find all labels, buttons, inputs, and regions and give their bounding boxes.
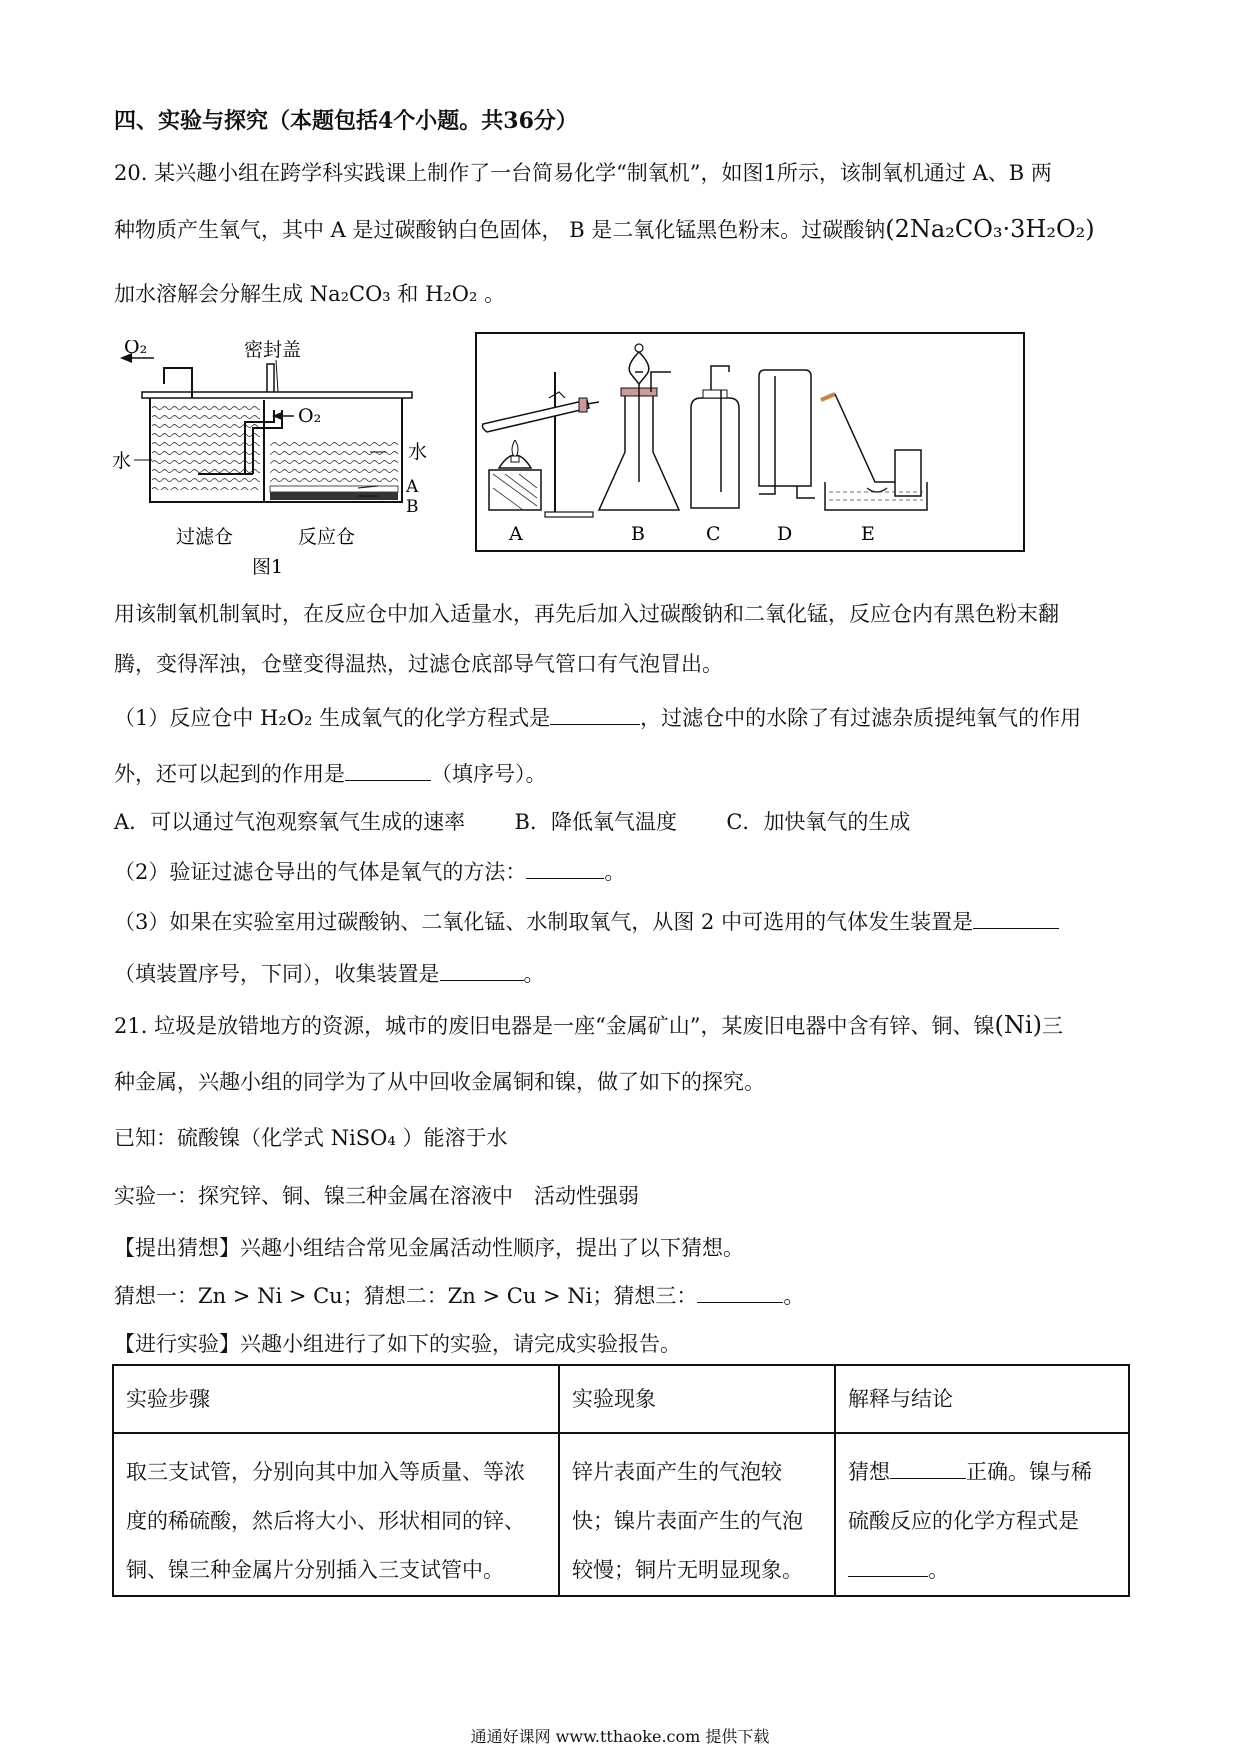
fig1-caption: 图1	[252, 556, 284, 575]
q21-exp1: 实验一：探究锌、铜、镍三种金属在溶液中 活动性强弱	[114, 1184, 639, 1208]
blank-verify-method[interactable]	[526, 860, 604, 879]
q20-sub1-line1	[114, 702, 1081, 732]
concl-a: 猜想	[848, 1460, 890, 1484]
experiment-report-table	[112, 1364, 1130, 1597]
q21-hypo-intro: 【提出猜想】兴趣小组结合常见金属活动性顺序，提出了以下猜想。	[114, 1236, 744, 1260]
hypo-3-label: ；猜想三：	[592, 1284, 698, 1308]
section-title: 四、实验与探究（本题包括4个小题。共36分）	[114, 108, 578, 134]
fig1-label-reaction: 反应仓	[298, 526, 356, 548]
q20-sub3-line2-b: 。	[523, 962, 545, 986]
hypo-end: 。	[783, 1284, 805, 1308]
formula-h2o2-2: H₂O₂	[260, 706, 313, 730]
footer-source: 通通好课网 www.tthaoke.com 提供下载	[470, 1727, 770, 1746]
th-steps: 实验步骤	[113, 1365, 559, 1433]
concl-line2: 硫酸反应的化学方程式是	[848, 1509, 1079, 1533]
concl-line1	[848, 1448, 1116, 1497]
blank-hypothesis-3[interactable]	[697, 1284, 783, 1303]
phenom-line: 锌片表面产生的气泡较	[572, 1460, 782, 1484]
q20-stem-line3-a: 加水溶解会分解生成	[114, 282, 310, 306]
th-conclusion: 解释与结论	[835, 1365, 1129, 1433]
concl-end: 。	[928, 1558, 949, 1582]
fig1-label-b: B	[406, 497, 419, 517]
q20-stem-line3	[114, 278, 505, 308]
figure-2-apparatus	[475, 332, 1025, 552]
blank-filter-role[interactable]	[345, 762, 431, 781]
fig1-label-water-left: 水	[112, 450, 132, 472]
fig2-label-d: D	[777, 523, 793, 545]
hypo-2-formula: Zn > Cu > Ni	[447, 1284, 593, 1308]
phenom-line: 较慢；铜片无明显现象。	[572, 1558, 803, 1582]
phenom-line: 快；镍片表面产生的气泡	[572, 1509, 803, 1533]
formula-percarbonate: (2Na₂CO₃·3H₂O₂)	[885, 215, 1095, 243]
hypo-2-label: ；猜想二：	[342, 1284, 448, 1308]
q21-known-b: ）能溶于水	[395, 1126, 508, 1150]
q21-stem-a: 21. 垃圾是放错地方的资源，城市的废旧电器是一座“金属矿山”，某废旧电器中含有锌、铜、镍	[114, 1014, 995, 1038]
q20-sub3-line2	[114, 958, 545, 988]
option-a: A．可以通过气泡观察氧气生成的速率	[114, 810, 466, 834]
concl-b: 正确。镍与稀	[966, 1460, 1092, 1484]
blank-collector[interactable]	[440, 962, 524, 981]
table-row	[113, 1433, 1129, 1596]
step-line: 度的稀硫酸，然后将大小、形状相同的锌、	[126, 1509, 525, 1533]
formula-niso4: NiSO₄	[330, 1126, 396, 1150]
cell-conclusion	[835, 1433, 1129, 1596]
q20-sub1-a: （1）反应仓中	[114, 706, 261, 730]
blank-correct-hypothesis[interactable]	[890, 1460, 966, 1479]
q21-stem-b: 三	[1041, 1014, 1063, 1038]
hypo-1-formula: Zn > Ni > Cu	[198, 1284, 343, 1308]
q21-known	[114, 1122, 508, 1152]
q20-stem-line3-c: 。	[477, 282, 506, 306]
q20-desc-line2: 腾，变得浑浊，仓壁变得温热，过滤仓底部导气管口有气泡冒出。	[114, 652, 723, 676]
q20-sub1-c: ，过滤仓中的水除了有过滤杂质提纯氧气的作用	[640, 706, 1082, 730]
fig1-label-cover: 密封盖	[244, 340, 302, 361]
q20-desc-line1: 用该制氧机制氧时，在反应仓中加入适量水，再先后加入过碳酸钠和二氧化锰，反应仓内有黑色粉末翻	[114, 602, 1059, 626]
q20-stem-line1: 20. 某兴趣小组在跨学科实践课上制作了一台简易化学“制氧机”，如图1所示，该制氧机通过 A、B 两	[114, 161, 1052, 185]
fig1-label-o2-in: O₂	[298, 405, 322, 427]
hypo-1-label: 猜想一：	[114, 1284, 198, 1308]
q20-sub1-b: 生成氧气的化学方程式是	[312, 706, 551, 730]
fig1-label-o2-out: O₂	[124, 340, 148, 358]
q20-sub2-a: （2）验证过滤仓导出的气体是氧气的方法：	[114, 860, 527, 884]
table-header-row	[113, 1365, 1129, 1433]
q21-stem-line1	[114, 1010, 1063, 1040]
q21-known-a: 已知：硫酸镍（化学式	[114, 1126, 331, 1150]
option-c: C．加快氧气的生成	[726, 810, 911, 834]
q20-stem-line2	[114, 214, 1095, 244]
q20-sub2	[114, 856, 625, 886]
q20-options	[114, 806, 910, 836]
q20-sub3-text: （3）如果在实验室用过碳酸钠、二氧化锰、水制取氧气，从图 2 中可选用的气体发生装置是	[114, 910, 974, 934]
step-line: 取三支试管，分别向其中加入等质量、等浓	[126, 1460, 525, 1484]
blank-equation[interactable]	[550, 706, 640, 725]
fig2-label-b: B	[631, 523, 645, 545]
q20-stem-text: 种物质产生氧气，其中 A 是过碳酸钠白色固体， B 是二氧化锰黑色粉末。过碳酸钠	[114, 218, 886, 242]
formula-na2co3: Na₂CO₃	[309, 282, 391, 306]
q21-stem-line2: 种金属，兴趣小组的同学为了从中回收金属铜和镍，做了如下的探究。	[114, 1070, 765, 1094]
q21-exp-intro: 【进行实验】兴趣小组进行了如下的实验，请完成实验报告。	[114, 1332, 681, 1356]
q20-sub3-line1	[114, 906, 1059, 936]
fig1-label-water-right: 水	[408, 441, 428, 463]
q20-sub1-line2-a: 外，还可以起到的作用是	[114, 762, 345, 786]
cell-phenomenon	[559, 1433, 835, 1596]
fig2-label-e: E	[861, 523, 875, 545]
figure-1-oxygen-machine	[112, 340, 442, 575]
q20-sub2-b: 。	[604, 860, 626, 884]
q20-sub1-line2-b: （填序号）。	[431, 762, 547, 786]
th-phenomenon: 实验现象	[559, 1365, 835, 1433]
blank-generator[interactable]	[973, 910, 1059, 929]
concl-line3	[848, 1546, 1116, 1595]
option-b: B．降低氧气温度	[514, 810, 677, 834]
q20-stem-line3-b: 和	[390, 282, 426, 306]
q20-sub1-line2	[114, 758, 547, 788]
formula-h2o2: H₂O₂	[425, 282, 478, 306]
cell-steps	[113, 1433, 559, 1596]
blank-ni-equation[interactable]	[848, 1558, 928, 1577]
q20-sub3-line2-a: （填装置序号，下同），收集装置是	[114, 962, 440, 986]
fig2-label-a: A	[509, 523, 523, 545]
fig2-label-c: C	[706, 523, 721, 545]
step-line: 铜、镍三种金属片分别插入三支试管中。	[126, 1558, 504, 1582]
fig1-label-filter: 过滤仓	[176, 526, 234, 548]
fig1-label-a: A	[406, 477, 419, 497]
q21-hypotheses	[114, 1280, 804, 1310]
formula-ni: (Ni)	[994, 1011, 1042, 1039]
